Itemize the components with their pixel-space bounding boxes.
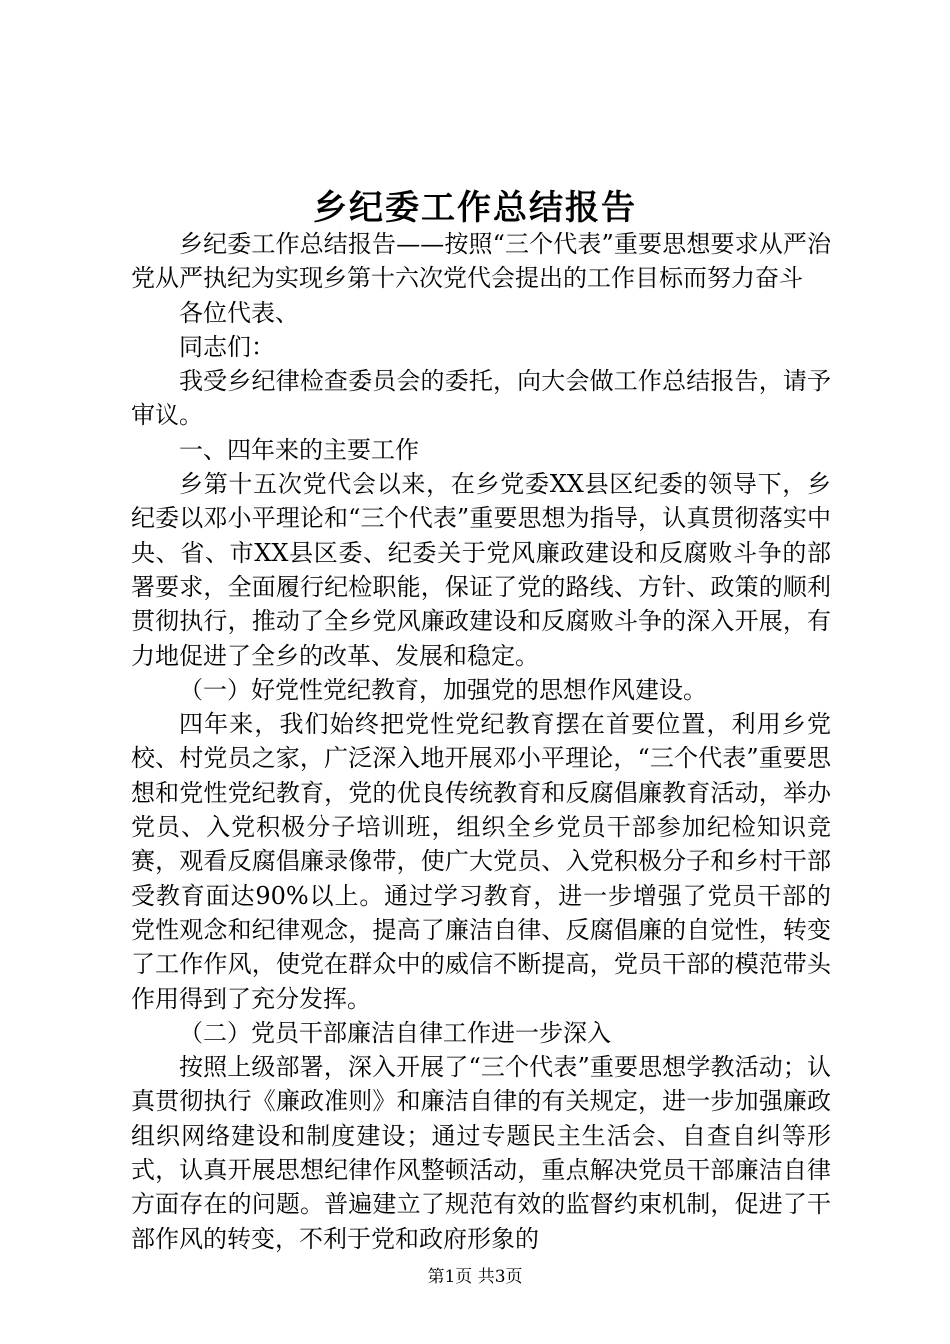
document-body <box>131 227 831 1256</box>
paragraph-intro: 乡纪委工作总结报告——按照“三个代表”重要思想要求从严治党从严执纪为实现乡第十六次党代会提出的工作目标而努力奋斗 <box>131 230 831 293</box>
subsection-heading-education: （一）好党性党纪教育，加强党的思想作风建设。 <box>179 675 707 704</box>
paragraph-self-discipline: 按照上级部署，深入开展了“三个代表”重要思想学教活动；认真贯彻执行《廉政准则》和廉洁自律的有关规定，进一步加强廉政组织网络建设和制度建设；通过专题民主生活会、自查自纠等形式，认真开展思想纪律作风整顿活动，重点解决党员干部廉洁自律方面存在的问题。普遍建立了规范有效的监督约束机制，促进了干部作风的转变，不利于党和政府形象的 <box>131 1053 831 1253</box>
page-footer: 第1页 共3页 <box>427 1267 523 1287</box>
document-title: 乡纪委工作总结报告 <box>313 188 637 228</box>
subsection-heading-self-discipline: （二）党员干部廉洁自律工作进一步深入 <box>179 1018 611 1047</box>
section-heading-main-work: 一、四年来的主要工作 <box>179 435 419 464</box>
paragraph-overview: 乡第十五次党代会以来，在乡党委XX县区纪委的领导下，乡纪委以邓小平理论和“三个代表”重要思想为指导，认真贯彻落实中央、省、市XX县区委、纪委关于党风廉政建设和反腐败斗争的部署要求，全面履行纪检职能，保证了党的路线、方针、政策的顺利贯彻执行，推动了全乡党风廉政建设和反腐败斗争的深入开展，有力地促进了全乡的改革、发展和稳定。 <box>131 470 831 670</box>
paragraph-salutation-comrades: 同志们： <box>179 332 275 361</box>
paragraph-salutation-delegates: 各位代表、 <box>179 298 299 327</box>
paragraph-opening: 我受乡纪律检查委员会的委托，向大会做工作总结报告，请予审议。 <box>131 367 831 430</box>
paragraph-education: 四年来，我们始终把党性党纪教育摆在首要位置，利用乡党校、村党员之家，广泛深入地开展邓小平理论，“三个代表”重要思想和党性党纪教育，党的优良传统教育和反腐倡廉教育活动，举办党员、入党积极分子培训班，组织全乡党员干部参加纪检知识竞赛，观看反腐倡廉录像带，使广大党员、入党积极分子和乡村干部受教育面达90%以上。通过学习教育，进一步增强了党员干部的党性观念和纪律观念，提高了廉洁自律、反腐倡廉的自觉性，转变了工作作风，使党在群众中的威信不断提高，党员干部的模范带头作用得到了充分发挥。 <box>131 710 831 1013</box>
